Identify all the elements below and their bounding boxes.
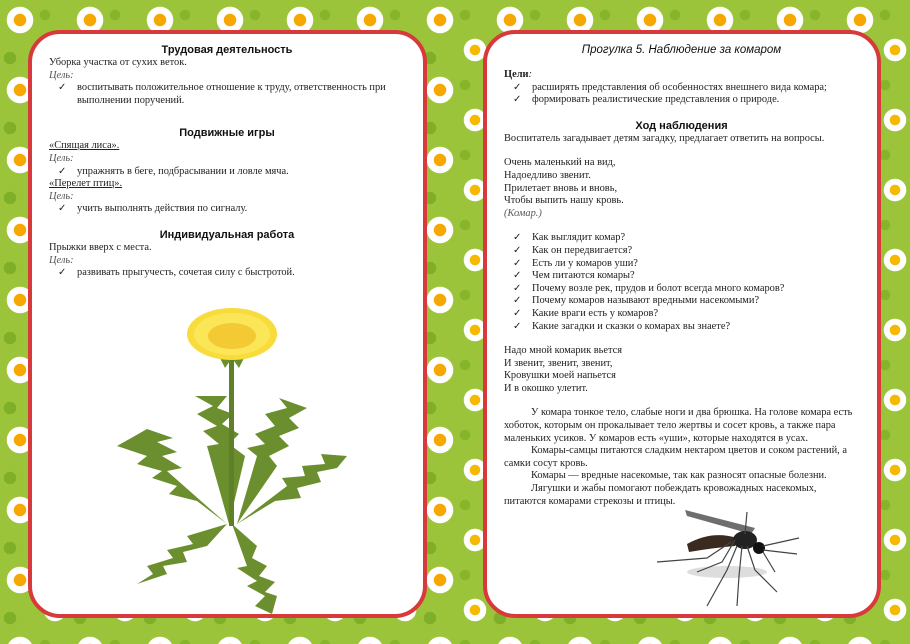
riddle-line: Чтобы выпить нашу кровь. (504, 195, 624, 207)
game-goal-item: ✓ упражнять в беге, подбрасывании и ловле мяча. (58, 165, 289, 177)
mosquito-illustration (627, 500, 807, 610)
work-goals-list (49, 82, 405, 107)
checkmark-icon: ✓ (58, 203, 67, 215)
riddle-answer: (Комар.) (504, 207, 542, 219)
goal-item: ✓ формировать реалистические представления о природе. (513, 94, 780, 106)
paragraph: Комары-самцы питаются сладким нектаром цветов и соком растений, а самки сосут кровь. (504, 445, 847, 469)
antenna (763, 538, 799, 546)
question-item: ✓ Какие враги есть у комаров? (513, 307, 659, 319)
work-goal-label: Цель: (49, 69, 74, 81)
checkmark-icon: ✓ (58, 165, 67, 177)
riddle-line: Очень маленький на вид, (504, 157, 616, 169)
checkmark-icon: ✓ (513, 94, 522, 106)
goals-list (504, 82, 859, 107)
left-page-content (49, 43, 405, 280)
riddle (504, 157, 859, 220)
goals-label: Цели (504, 69, 529, 80)
paragraph: У комара тонкое тело, слабые ноги и два брюшка. На голове комара есть хоботок, которым он прокалывает тело жертвы и сосет кровь, а также пара маленьких усиков. У комаров есть «уши», которые находятся в усах. (504, 407, 853, 444)
right-page-card (483, 30, 881, 618)
individual-section-title: Индивидуальная работа (159, 228, 295, 241)
poem (504, 345, 859, 395)
checkmark-icon: ✓ (58, 267, 67, 279)
leaf (232, 524, 277, 614)
right-page-content: Прогулка 5. Наблюдение за комаром Цели: ✓ расширять представления об особенностях внешнего вида комара; ✓ формировать реалистические представления о природе. Ход наблюдения Воспитатель загадывает детям загадку, предлагает ответить на вопросы. Очень маленький на вид, Надоедливо звенит. Прилетает вновь и вновь, Чтобы выпить нашу кровь. (Комар.) ✓ Как выглядит комар? ✓ Как он передвигается? ✓ Есть ли у комаров уши? ✓ Чем питаются комары? ✓ Почему возле рек, прудов и болот всегда много комаров? ✓ Почему комаров называют вредными насекомыми? ✓ Какие враги есть у комаров? ✓ Какие загадки и сказки о комарах вы знаете? Надо мной комарик вьется И звенит, звенит, звенит, Кровушки моей напьется И в окошко улетит. У комара тонкое тело, слабые ноги и два брюшка. На голове комара есть хоботок, которым он прокалывает тело жертвы и сосет кровь, а также пара маленьких усиков. У комаров есть «уши», которые находятся в усах. Комары-самцы питаются сладким нектаром цветов и соком растений, а самки сосут кровь. Комары — вредные насекомые, так как разносят опасные болезни. Лягушки и жабы помогают побеждать кровожадных насекомых, питаются комарами стрекозы и птицы. (504, 43, 859, 508)
individual-goals-list (49, 267, 405, 280)
poem-line: И звенит, звенит, звенит, (504, 357, 613, 369)
paragraph: Комары — вредные насекомые, так как разносят опасные болезни. (531, 470, 827, 482)
checkmark-icon: ✓ (513, 244, 522, 256)
question-item: ✓ Как он передвигается? (513, 244, 633, 256)
wing (685, 510, 755, 534)
poem-line: И в окошко улетит. (504, 382, 588, 394)
game-goal-item: ✓ учить выполнять действия по сигналу. (58, 203, 248, 215)
checkmark-icon: ✓ (513, 232, 522, 244)
stem (229, 351, 234, 526)
checkmark-icon: ✓ (513, 282, 522, 294)
riddle-line: Прилетает вновь и вновь, (504, 182, 618, 194)
game-goals-list (49, 166, 405, 179)
work-section-title: Трудовая деятельность (161, 44, 293, 56)
checkmark-icon: ✓ (513, 257, 522, 269)
question-item: ✓ Какие загадки и сказки о комарах вы знаете? (513, 320, 731, 332)
proboscis (763, 552, 775, 572)
work-goal-item: ✓ воспитывать положительное отношение к труду, ответственность при выполнении поручений. (58, 82, 386, 106)
questions-list (504, 232, 859, 333)
poem-line: Кровушки моей напьется (504, 370, 616, 382)
riddle-line: Надоедливо звенит. (504, 169, 591, 181)
observation-title: Ход наблюдения (635, 119, 728, 132)
question-item: ✓ Есть ли у комаров уши? (513, 257, 638, 269)
leaf (117, 429, 227, 524)
shadow (687, 566, 767, 578)
question-item: ✓ Чем питаются комары? (513, 270, 635, 282)
observation-intro: Воспитатель загадывает детям загадку, предлагает ответить на вопросы. (504, 132, 825, 144)
checkmark-icon: ✓ (513, 81, 522, 93)
checkmark-icon: ✓ (513, 320, 522, 332)
flower-head (187, 308, 277, 360)
question-item: ✓ Почему комаров называют вредными насекомыми? (513, 295, 760, 307)
game-name: «Перелет птиц». (49, 178, 123, 190)
poem-line: Надо мной комарик вьется (504, 345, 623, 357)
goal-item: ✓ расширять представления об особенностях внешнего вида комара; (513, 81, 827, 93)
question-item: ✓ Как выглядит комар? (513, 232, 626, 244)
left-page-card (28, 30, 427, 618)
dandelion-illustration (107, 296, 357, 616)
leaf (137, 524, 227, 584)
work-task: Уборка участка от сухих веток. (49, 57, 187, 68)
game-goal-label: Цель: (49, 152, 74, 164)
individual-task: Прыжки вверх с места. (49, 241, 152, 253)
individual-goal-label: Цель: (49, 254, 74, 266)
antenna (763, 550, 797, 554)
checkmark-icon: ✓ (58, 82, 67, 94)
walk-title: Прогулка 5. Наблюдение за комаром (581, 44, 782, 56)
games-section-title: Подвижные игры (179, 127, 275, 140)
paragraph: Лягушки и жабы помогают побеждать кровожадных насекомых, питаются комарами стрекозы и птицы. (504, 483, 817, 507)
game-goals-list (49, 203, 405, 216)
checkmark-icon: ✓ (513, 307, 522, 319)
leaf (237, 398, 307, 524)
checkmark-icon: ✓ (513, 270, 522, 282)
individual-goal-item: ✓ развивать прыгучесть, сочетая силу с быстротой. (58, 267, 295, 279)
game-name: «Спящая лиса». (49, 140, 120, 152)
question-item: ✓ Почему возле рек, прудов и болот всегда много комаров? (513, 282, 785, 294)
game-goal-label: Цель: (49, 190, 74, 202)
checkmark-icon: ✓ (513, 295, 522, 307)
